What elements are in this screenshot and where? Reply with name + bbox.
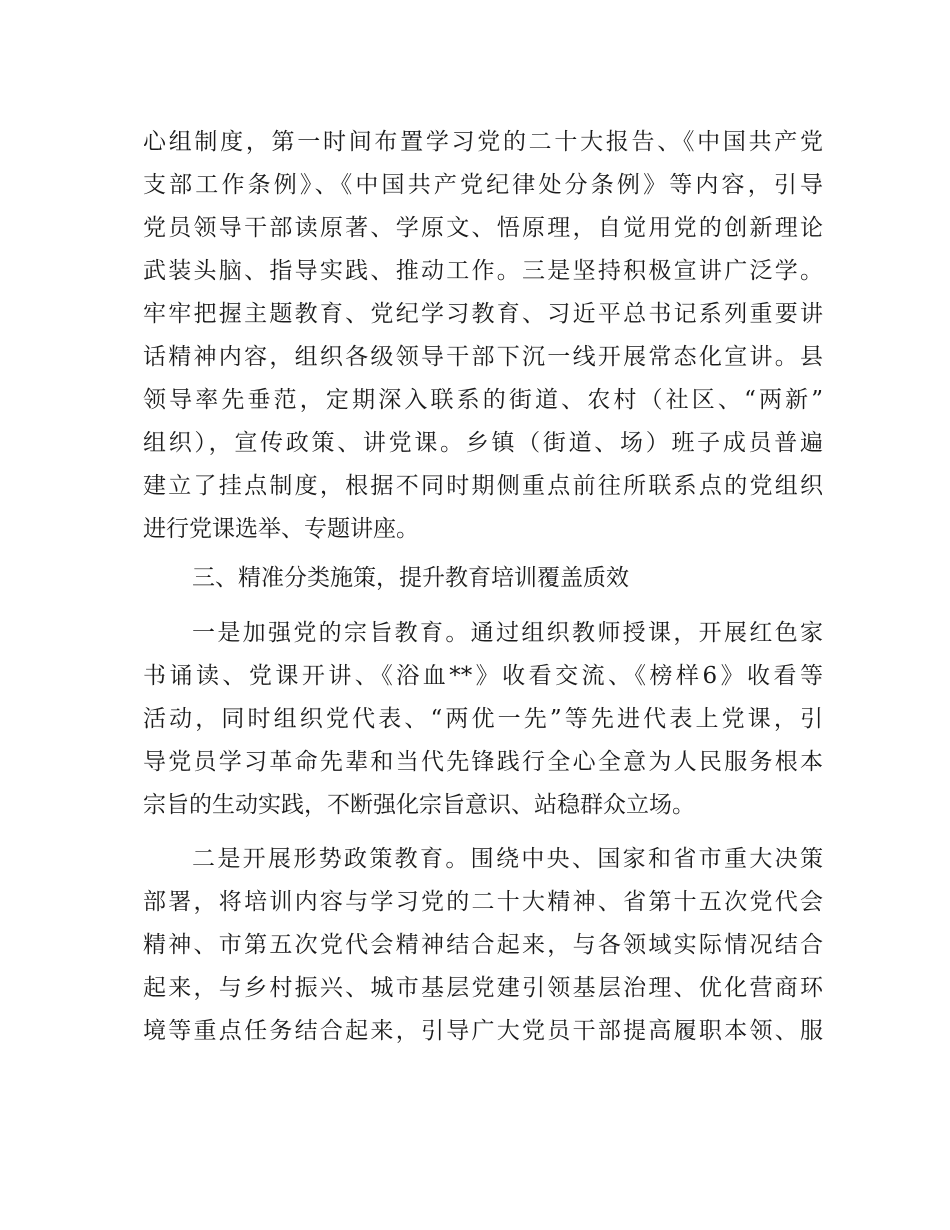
text-line: 党员领导干部读原著、学原文、悟原理，自觉用党的创新理论	[143, 215, 823, 241]
text-line: 组织），宣传政策、讲党课。乡镇（街道、场）班子成员普遍	[143, 430, 823, 456]
text-line: 进行党课选举、专题讲座。	[143, 516, 419, 542]
text-line: 心组制度，第一时间布置学习党的二十大报告、《中国共产党	[143, 129, 823, 155]
text-line: 精神、市第五次党代会精神结合起来，与各领域实际情况结合	[143, 932, 823, 958]
text-line: 一是加强党的宗旨教育。通过组织教师授课，开展红色家	[192, 620, 823, 646]
text-line: 起来，与乡村振兴、城市基层党建引领基层治理、优化营商环	[143, 975, 823, 1001]
text-line: 宗旨的生动实践，不断强化宗旨意识、站稳群众立场。	[143, 792, 695, 818]
text-line: 导党员学习革命先辈和当代先锋践行全心全意为人民服务根本	[143, 749, 823, 775]
text-line: 二是开展形势政策教育。围绕中央、国家和省市重大决策	[192, 846, 823, 872]
text-line: 武装头脑、指导实践、推动工作。三是坚持积极宣讲广泛学。	[143, 258, 823, 284]
text-line: 部署，将培训内容与学习党的二十大精神、省第十五次党代会	[143, 889, 823, 915]
text-line: 话精神内容，组织各级领导干部下沉一线开展常态化宣讲。县	[143, 344, 823, 370]
text-line: 境等重点任务结合起来，引导广大党员干部提高履职本领、服	[143, 1018, 823, 1044]
section-heading: 三、精准分类施策，提升教育培训覆盖质效	[192, 565, 629, 591]
text-line: 支部工作条例》、《中国共产党纪律处分条例》等内容，引导	[143, 172, 823, 198]
text-line: 领导率先垂范，定期深入联系的街道、农村（社区、“两新”	[143, 387, 823, 413]
text-line: 活动，同时组织党代表、“两优一先”等先进代表上党课，引	[143, 706, 823, 732]
text-line: 建立了挂点制度，根据不同时期侧重点前往所联系点的党组织	[143, 473, 823, 499]
text-line: 书诵读、党课开讲、《浴血**》收看交流、《榜样6》收看等	[143, 663, 823, 689]
text-line: 牢牢把握主题教育、党纪学习教育、习近平总书记系列重要讲	[143, 301, 823, 327]
